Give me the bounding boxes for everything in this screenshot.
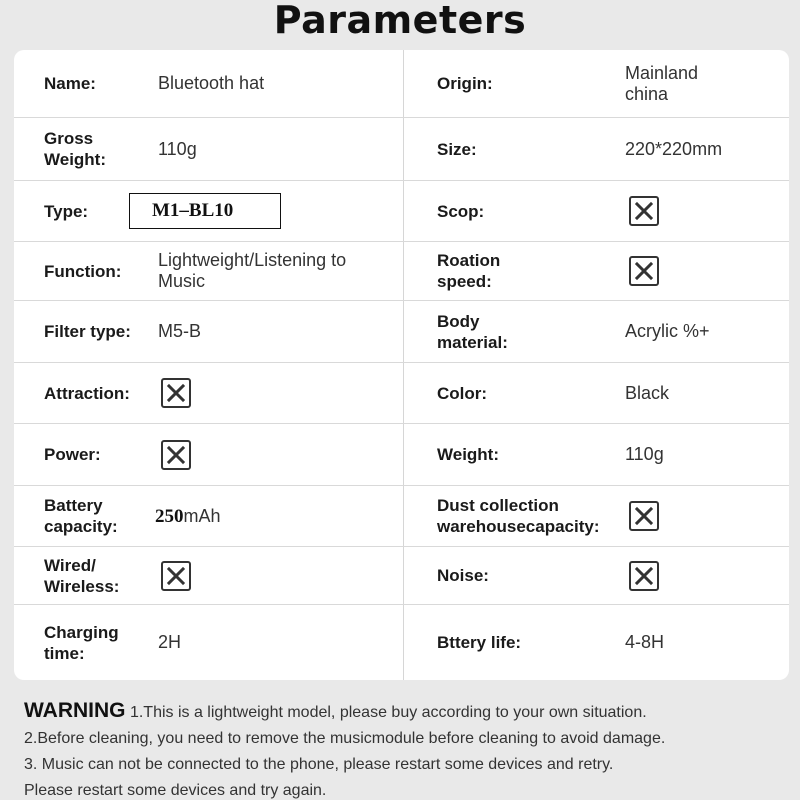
type-value-box: M1–BL10 xyxy=(129,193,281,229)
name-value: Bluetooth hat xyxy=(158,73,265,93)
battery-capacity-label-line2: capacity: xyxy=(44,517,118,536)
battery-capacity-unit: mAh xyxy=(183,505,221,526)
battery-capacity-label-line1: Battery xyxy=(44,496,103,515)
charging-time-label xyxy=(44,622,119,664)
origin-value-line1: Mainland xyxy=(625,62,699,83)
battery-capacity-number: 250 xyxy=(155,505,184,527)
warning-line-4: Please restart some devices and try again. xyxy=(24,782,327,799)
scop-label: Scop: xyxy=(437,201,485,221)
gross-weight-label-line1: Gross xyxy=(44,129,94,148)
size-value: 220*220mm xyxy=(625,138,723,159)
color-label: Color: xyxy=(437,383,488,403)
table-row xyxy=(14,181,789,242)
dust-collection-label xyxy=(437,495,600,537)
table-row xyxy=(14,363,789,424)
table-row xyxy=(14,424,789,486)
table-row xyxy=(14,301,789,363)
battery-life-label: Bttery life: xyxy=(437,633,522,652)
origin-value xyxy=(625,63,698,105)
weight-value: 110g xyxy=(625,444,664,464)
parameters-table xyxy=(14,50,789,680)
x-box-icon xyxy=(629,561,659,591)
noise-label: Noise: xyxy=(437,566,489,585)
charging-time-label-line1: Charging xyxy=(44,622,119,642)
dust-collection-label-line1: Dust collection xyxy=(437,496,559,515)
warning-section xyxy=(24,698,784,800)
table-row xyxy=(14,547,789,605)
rotation-speed-label-line1: Roation xyxy=(437,251,501,270)
wired-wireless-label xyxy=(44,555,119,597)
x-box-icon xyxy=(161,440,191,470)
battery-life-value: 4-8H xyxy=(625,632,665,652)
type-label: Type: xyxy=(44,201,89,221)
size-label: Size: xyxy=(437,139,477,159)
x-box-icon xyxy=(161,378,191,408)
gross-weight-label xyxy=(44,128,106,170)
color-value: Black xyxy=(625,382,670,403)
table-row xyxy=(14,50,789,118)
battery-capacity-label xyxy=(44,495,118,537)
wired-wireless-label-line1: Wired/ xyxy=(44,555,96,575)
warning-line-1: 1.This is a lightweight model, please buy according to your own situation. xyxy=(125,704,647,721)
table-row xyxy=(14,486,789,547)
filter-type-value: M5-B xyxy=(158,321,202,341)
gross-weight-value: 110g xyxy=(158,138,197,159)
warning-line-2: 2.Before cleaning, you need to remove the musicmodule before cleaning to avoid damage. xyxy=(24,730,666,747)
warning-heading: WARNING xyxy=(24,699,126,722)
filter-type-label: Filter type: xyxy=(44,322,131,341)
function-label: Function: xyxy=(44,261,122,281)
x-box-icon xyxy=(161,561,191,591)
attraction-label: Attraction: xyxy=(44,383,130,403)
function-value-line1: Lightweight/Listening to xyxy=(158,250,347,270)
body-material-label xyxy=(437,311,508,353)
page-title: Parameters xyxy=(273,0,527,42)
origin-label: Origin: xyxy=(437,74,493,93)
rotation-speed-label xyxy=(437,250,500,292)
body-material-value: Acrylic %+ xyxy=(625,321,710,341)
body-material-label-line2: material: xyxy=(437,332,508,352)
table-row xyxy=(14,605,789,680)
battery-capacity-value xyxy=(155,506,221,527)
function-value-line2: Music xyxy=(158,271,206,291)
x-box-icon xyxy=(629,501,659,531)
charging-time-value: 2H xyxy=(158,632,182,652)
name-label: Name: xyxy=(44,74,96,93)
dust-collection-label-line2: warehousecapacity: xyxy=(437,517,600,536)
warning-line-3: 3. Music can not be connected to the phone, please restart some devices and retry. xyxy=(24,756,614,773)
wired-wireless-label-line2: Wireless: xyxy=(44,576,120,596)
gross-weight-label-line2: Weight: xyxy=(44,150,107,169)
power-label: Power: xyxy=(44,445,101,464)
x-box-icon xyxy=(629,256,659,286)
weight-label: Weight: xyxy=(437,445,500,464)
charging-time-label-line2: time: xyxy=(44,643,85,663)
x-box-icon xyxy=(629,196,659,226)
table-row xyxy=(14,118,789,181)
body-material-label-line1: Body xyxy=(437,311,480,331)
table-row xyxy=(14,242,789,301)
origin-value-line2: china xyxy=(625,83,669,104)
rotation-speed-label-line2: speed: xyxy=(437,272,492,291)
function-value xyxy=(158,250,346,292)
